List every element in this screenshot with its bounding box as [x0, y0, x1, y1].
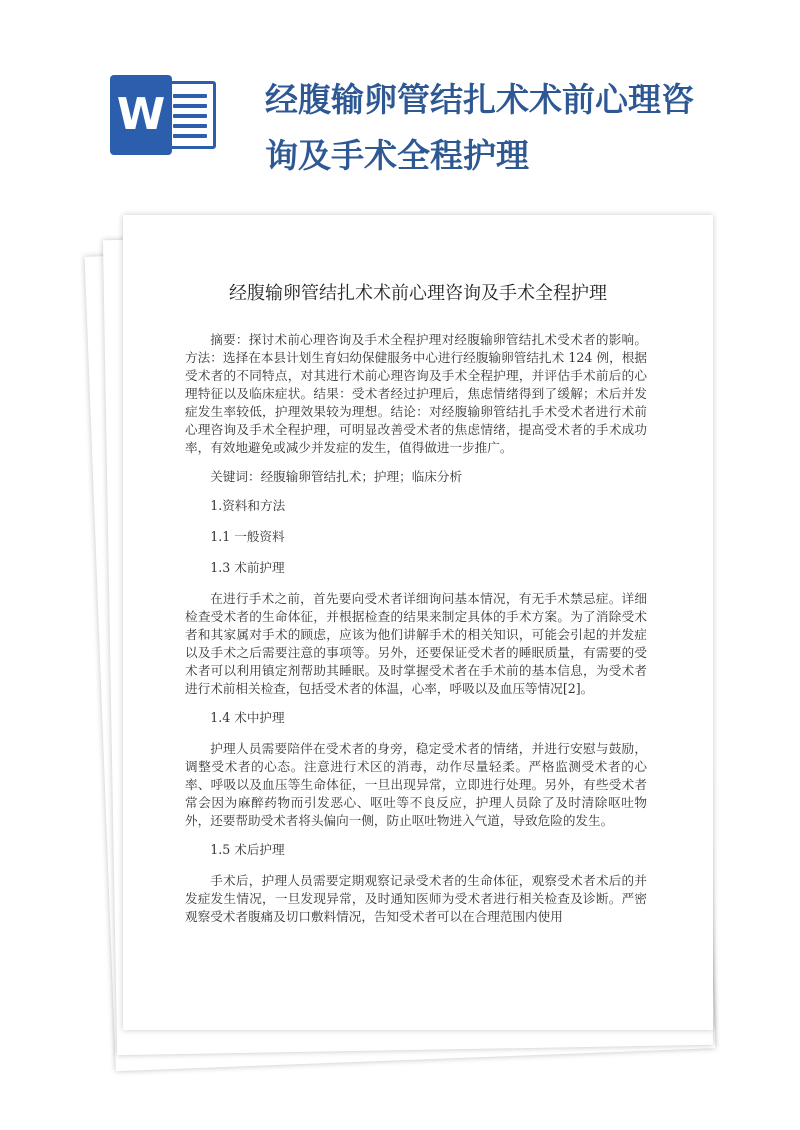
abstract-paragraph: 摘要：探讨术前心理咨询及手术全程护理对经腹输卵管结扎术受术者的影响。方法：选择在本县计划生育妇幼保健服务中心进行经腹输卵管结扎术 124 例，根据受术者的不同特点，对其进行术前心理咨询及手术全程护理，并评估手术前后的心理特征以及临床症状。结果：受术者经过护理后，焦虑情绪得到了缓解；术后并发症发生率较低，护理效果较为理想。结论：对经腹输卵管结扎手术受术者进行术前心理咨询及手术全程护理，可明显改善受术者的焦虑情绪，提高受术者的手术成功率，有效地避免或减少并发症的发生，值得做进一步推广。 — [185, 332, 647, 455]
word-document-icon — [110, 75, 220, 155]
section-heading-1-1: 1.1 一般资料 — [210, 529, 285, 544]
document-page — [123, 215, 713, 1030]
word-logo-letter: W — [110, 75, 172, 155]
section-heading-1-3: 1.3 术前护理 — [210, 560, 285, 575]
section-heading-1-4: 1.4 术中护理 — [210, 710, 285, 725]
keywords-paragraph: 关键词：经腹输卵管结扎术；护理；临床分析 — [210, 469, 463, 484]
section-heading-1: 1.资料和方法 — [210, 498, 286, 513]
postop-paragraph: 手术后，护理人员需要定期观察记录受术者的生命体征，观察受术者术后的并发症发生情况，一旦发现异常，及时通知医师为受术者进行相关检查及诊断。严密观察受术者腹痛及切口敷料情况，告知受术者可以在合理范围内使用 — [185, 873, 647, 924]
section-heading-1-5: 1.5 术后护理 — [210, 842, 285, 857]
document-body — [185, 331, 647, 937]
intraop-paragraph: 护理人员需要陪伴在受术者的身旁，稳定受术者的情绪，并进行安慰与鼓励，调整受术者的心态。注意进行术区的消毒，动作尽量轻柔。严格监测受术者的心率、呼吸以及血压等生命体征，一旦出现异常，立即进行处理。另外，有些受术者常会因为麻醉药物而引发恶心、呕吐等不良反应，护理人员除了及时清除呕吐物外，还要帮助受术者将头偏向一侧，防止呕吐物进入气道，导致危险的发生。 — [185, 741, 647, 828]
document-title: 经腹输卵管结扎术术前心理咨询及手术全程护理 — [229, 283, 607, 304]
header-title: 经腹输卵管结扎术术前心理咨询及手术全程护理 — [265, 80, 694, 175]
header — [0, 0, 800, 210]
preop-paragraph: 在进行手术之前，首先要向受术者详细询问基本情况，有无手术禁忌症。详细检查受术者的生命体征，并根据检查的结果来制定具体的手术方案。为了消除受术者和其家属对手术的顾虑，应该为他们讲解手术的相关知识，可能会引起的并发症以及手术之后需要注意的事项等。另外，还要保证受术者的睡眠质量，有需要的受术者可以利用镇定剂帮助其睡眠。及时掌握受术者在手术前的基本信息，为受术者进行术前相关检查，包括受术者的体温，心率，呼吸以及血压等情况[2]。 — [185, 591, 647, 696]
